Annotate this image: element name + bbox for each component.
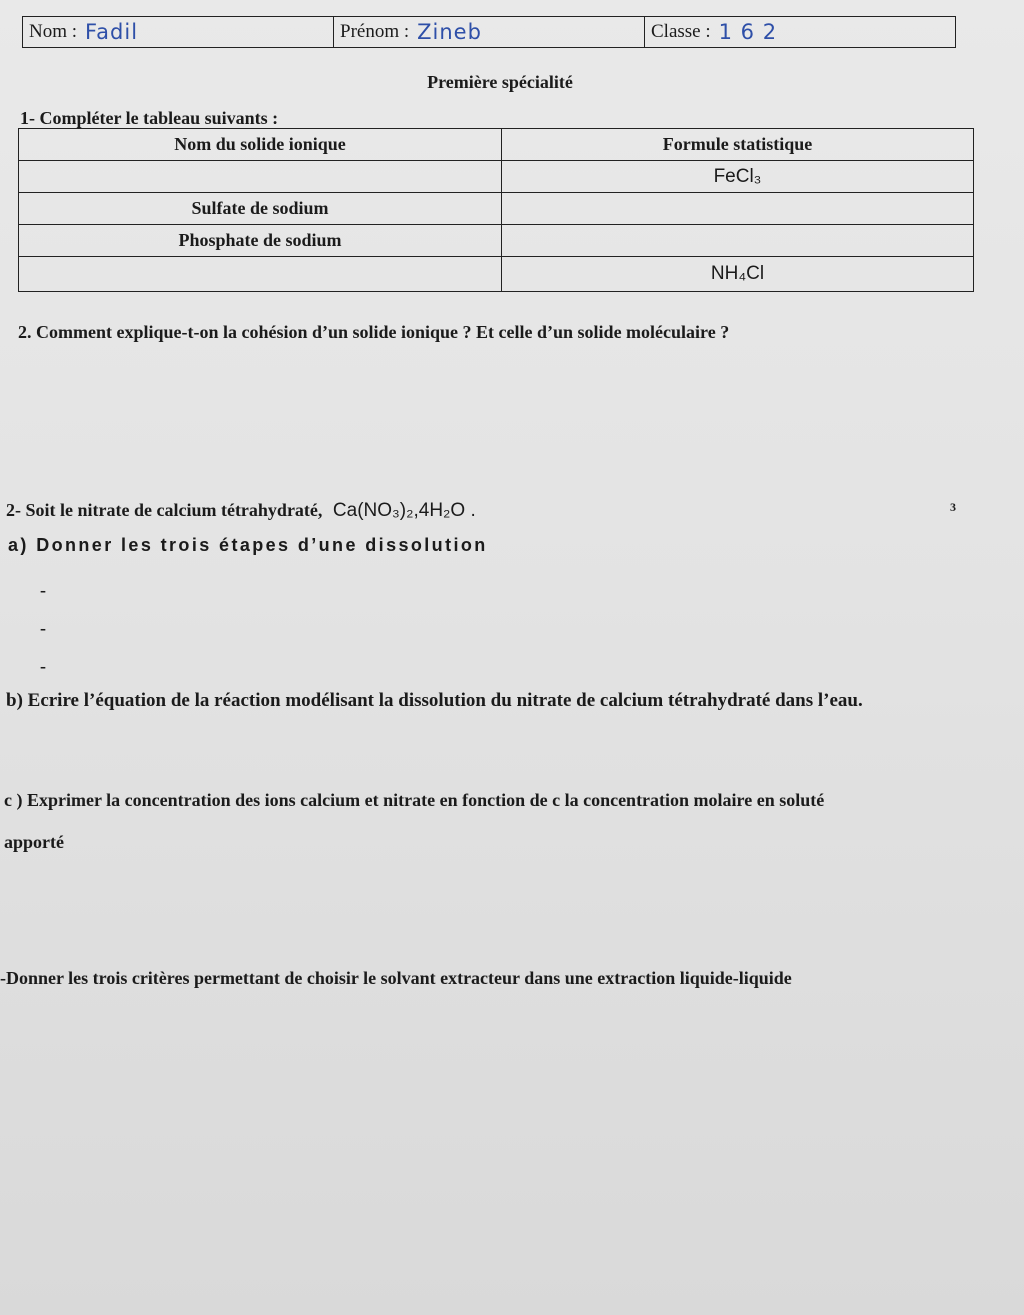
ionic-solids-table bbox=[18, 128, 974, 292]
table-row bbox=[19, 161, 974, 193]
table-cell[interactable]: Phosphate de sodium bbox=[19, 225, 502, 257]
table-header-row bbox=[19, 129, 974, 161]
question-3a-text: a) Donner les trois étapes d’une dissolution bbox=[8, 535, 488, 555]
col-header-formula: Formule statistique bbox=[502, 129, 974, 161]
question-1-text: 1- Compléter le tableau suivants : bbox=[20, 108, 279, 128]
classe-value: 1 6 2 bbox=[718, 20, 778, 44]
table-cell[interactable] bbox=[502, 225, 974, 257]
classe-label: Classe : bbox=[651, 21, 711, 42]
table-cell[interactable]: FeCl₃ bbox=[502, 161, 974, 193]
prenom-value: Zineb bbox=[417, 20, 482, 44]
table-cell[interactable] bbox=[19, 161, 502, 193]
answer-dash-2: - bbox=[40, 618, 46, 638]
table-row bbox=[19, 257, 974, 292]
table-cell[interactable]: NH₄Cl bbox=[502, 257, 974, 292]
table-cell[interactable] bbox=[502, 193, 974, 225]
question-4-text: -Donner les trois critères permettant de choisir le solvant extracteur dans une extraction liquide-liquide bbox=[0, 968, 792, 988]
prenom-label: Prénom : bbox=[340, 21, 410, 42]
table-cell[interactable] bbox=[19, 257, 502, 292]
answer-dash-3: - bbox=[40, 656, 46, 676]
nom-value: Fadil bbox=[85, 20, 139, 44]
answer-dash-1: - bbox=[40, 580, 46, 600]
classe-field[interactable] bbox=[645, 17, 955, 47]
table-row bbox=[19, 225, 974, 257]
table-cell[interactable]: Sulfate de sodium bbox=[19, 193, 502, 225]
nom-label: Nom : bbox=[29, 21, 78, 42]
page-title: Première spécialité bbox=[427, 72, 573, 92]
question-3-formula: Ca(NO₃)₂,4H₂O . bbox=[332, 500, 476, 521]
page-mark: 3 bbox=[950, 500, 956, 514]
question-3-intro-text: 2- Soit le nitrate de calcium tétrahydraté, bbox=[6, 500, 323, 520]
student-info-box bbox=[22, 16, 956, 48]
question-3b-text: b) Ecrire l’équation de la réaction modélisant la dissolution du nitrate de calcium tétrahydraté dans l’eau. bbox=[6, 690, 863, 711]
prenom-field[interactable] bbox=[334, 17, 645, 47]
table-row bbox=[19, 193, 974, 225]
col-header-name: Nom du solide ionique bbox=[19, 129, 502, 161]
question-3c-text-continued: apporté bbox=[4, 832, 64, 852]
question-2-text: 2. Comment explique-t-on la cohésion d’un solide ionique ? Et celle d’un solide moléculaire ? bbox=[18, 322, 730, 342]
nom-field[interactable] bbox=[23, 17, 334, 47]
question-3c-text: c ) Exprimer la concentration des ions calcium et nitrate en fonction de c la concentration molaire en soluté bbox=[4, 790, 825, 810]
question-3-intro bbox=[6, 500, 476, 522]
